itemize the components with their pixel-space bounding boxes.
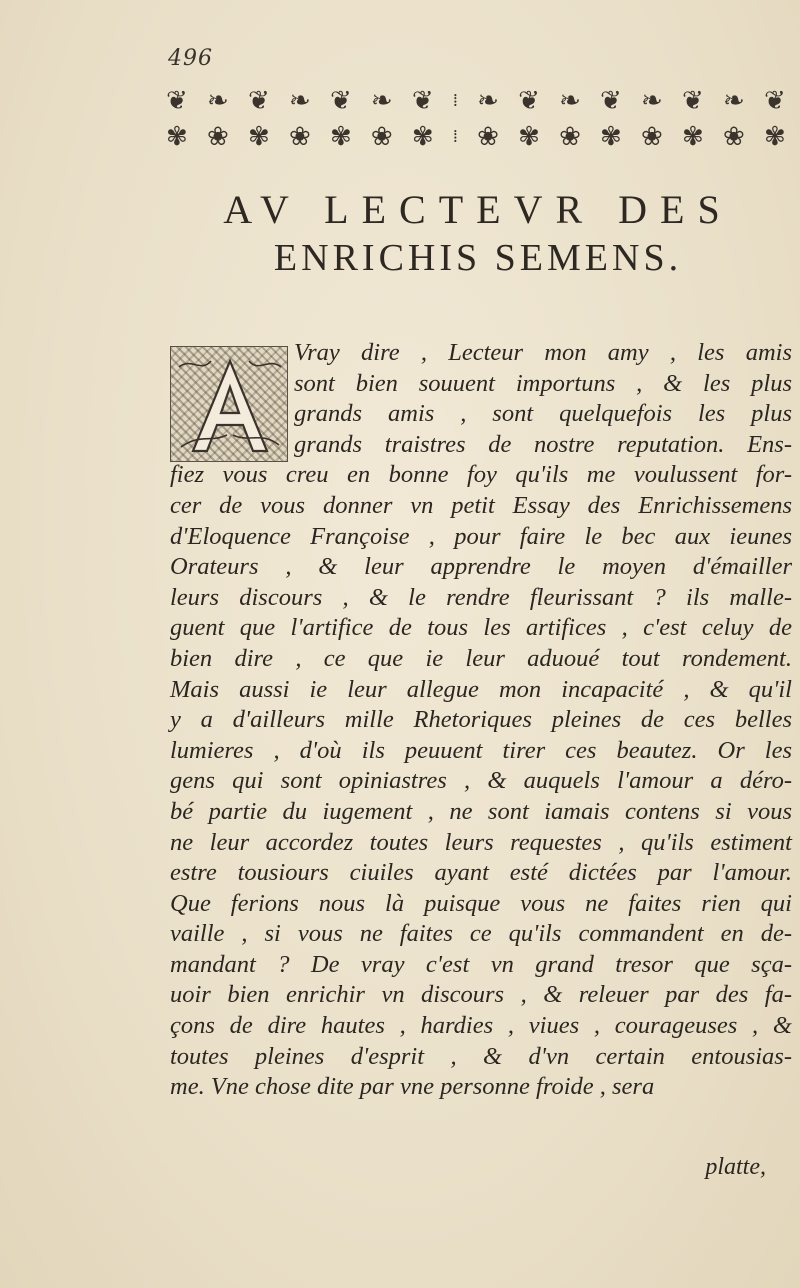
fleuron-icon: ❦: [411, 86, 434, 116]
text-line: Mais aussi ie leur allegue mon incapacité , & qu'il: [170, 675, 792, 703]
text-line: fiez vous creu en bonne foy qu'ils me voulussent for-: [170, 461, 792, 489]
fleuron-icon: ❧: [477, 86, 499, 116]
fleuron-icon: ❧: [370, 86, 393, 116]
fleuron-icon: ❀: [641, 122, 663, 152]
text-line: d'Eloquence Françoise , pour faire le bec aux ieunes: [170, 522, 792, 550]
fleuron-icon: ✾: [763, 122, 786, 152]
fleuron-icon: ❀: [559, 122, 581, 152]
fleuron-icon: ❧: [206, 86, 229, 116]
fleuron-icon: ❀: [288, 122, 311, 152]
fleuron-icon: ✾: [329, 122, 352, 152]
fleuron-icon: ❦: [518, 86, 540, 116]
fleuron-icon: ❦: [763, 86, 786, 116]
fleuron-icon: ✾: [600, 122, 622, 152]
text-line: Vray dire , Lecteur mon amy , les amis: [294, 339, 792, 366]
fleuron-icon: ❧: [559, 86, 581, 116]
text-line: me. Vne chose dite par vne personne froide , sera: [170, 1073, 655, 1101]
body-text: [170, 338, 792, 1103]
fleuron-icon: ❀: [723, 122, 745, 152]
text-line: lumieres , d'où ils peuuent tirer ces beautez. Or les: [170, 736, 792, 764]
text-line: toutes pleines d'esprit , & d'vn certain entousias-: [170, 1042, 792, 1070]
text-line: estre tousiours ciuiles ayant esté dictées par l'amour.: [170, 859, 792, 887]
fleuron-icon: ❀: [477, 122, 499, 152]
text-line: grands amis , sont quelquefois les plus: [294, 400, 792, 428]
text-line: Orateurs , & leur apprendre le moyen d'émailler: [170, 553, 792, 581]
fleuron-icon: ✾: [411, 122, 434, 152]
fleuron-icon: ❀: [370, 122, 393, 152]
fleuron-band-top: [166, 84, 786, 118]
catchword: platte,: [705, 1154, 766, 1180]
text-line: leurs discours , & le rendre fleurissant ? ils malle-: [170, 583, 792, 611]
fleuron-icon: ❦: [329, 86, 352, 116]
fleuron-icon: ✾: [166, 122, 188, 152]
fleuron-icon: ❧: [723, 86, 745, 116]
fleuron-icon: ❧: [288, 86, 311, 116]
fleuron-icon: ✾: [518, 122, 540, 152]
colon-ornament-icon: ⁞: [452, 90, 458, 111]
text-line: sont bien souuent importuns , & les plus: [294, 369, 792, 397]
text-line: mandant ? De vray c'est vn grand tresor que sça-: [170, 950, 792, 978]
text-line: bé partie du iugement , ne sont iamais contens si vous: [170, 797, 792, 825]
fleuron-icon: ❦: [682, 86, 704, 116]
text-line: çons de dire hautes , hardies , viues , courageuses , &: [170, 1012, 792, 1040]
text-line: y a d'ailleurs mille Rhetoriques pleines de ces belles: [170, 706, 792, 734]
text-line: gens qui sont opiniastres , & auquels l'amour a déro-: [170, 767, 792, 795]
text-line: grands traistres de nostre reputation. Ens-: [294, 430, 792, 458]
fleuron-icon: ❦: [166, 86, 188, 116]
page-number: 496: [168, 46, 213, 71]
text-line: vaille , si vous ne faites ce qu'ils commandent en de-: [170, 920, 792, 948]
fleuron-icon: ✾: [682, 122, 704, 152]
text-line: uoir bien enrichir vn discours , & releuer par des fa-: [170, 981, 792, 1009]
fleuron-icon: ✾: [247, 122, 270, 152]
heading-line-2: ENRICHIS SEMENS.: [273, 237, 683, 279]
colon-ornament-icon: ⁞: [452, 126, 458, 147]
text-line: bien dire , ce que ie leur aduoué tout rondement.: [170, 644, 792, 672]
heading-line-1: AV LECTEVR DES: [223, 187, 733, 232]
text-line: cer de vous donner vn petit Essay des Enrichissemens: [170, 491, 792, 519]
fleuron-icon: ❦: [247, 86, 270, 116]
fleuron-band-bottom: [166, 120, 786, 154]
fleuron-icon: ❀: [206, 122, 229, 152]
text-line: guent que l'artifice de tous les artifices , c'est celuy de: [170, 614, 792, 642]
fleuron-icon: ❦: [600, 86, 622, 116]
text-line: ne leur accordez toutes leurs requestes , qu'ils estiment: [170, 828, 792, 856]
text-line: Que ferions nous là puisque vous ne faites rien qui: [170, 889, 792, 917]
fleuron-icon: ❧: [641, 86, 663, 116]
